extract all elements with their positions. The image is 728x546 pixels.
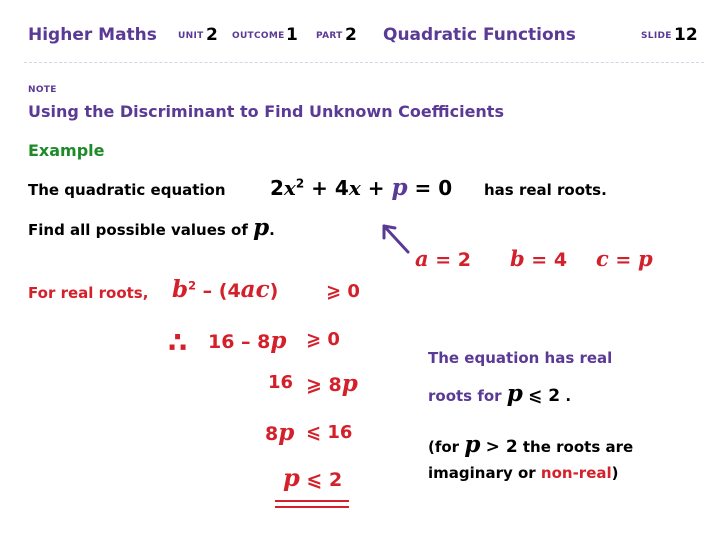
eq-plus-b: + 4	[304, 176, 349, 200]
conclusion-line4	[428, 464, 619, 482]
step3-ineq: ⩾ 8	[306, 374, 342, 396]
header-divider	[24, 62, 704, 63]
outcome-label: OUTCOME	[232, 31, 285, 41]
conclusion-line3-suffix: the roots are	[522, 438, 634, 456]
problem-line1-suffix: has real roots.	[484, 181, 607, 199]
final-inequality: ⩽ 2	[306, 469, 343, 491]
step2-constant: 16 – 8	[208, 331, 271, 353]
eq-coef-a: 2	[270, 176, 284, 200]
problem-line2-prefix: Find all possible values of	[28, 221, 248, 239]
part-value: 2	[345, 25, 357, 45]
problem-line2-p: p	[253, 214, 270, 241]
answer-underline-top	[275, 500, 349, 502]
quadratic-equation	[270, 174, 452, 201]
problem-line1-prefix: The quadratic equation	[28, 181, 226, 199]
eq-p: p	[391, 174, 408, 201]
conclusion-line3-prefix: (for	[428, 438, 460, 456]
conclusion-line2-prefix: roots for	[428, 387, 502, 405]
slide-number: 12	[674, 25, 698, 45]
eq-equals: = 0	[407, 176, 453, 200]
conclusion-line3-p: p	[464, 431, 481, 458]
eq-plus: +	[360, 176, 392, 200]
part-label: PART	[316, 31, 343, 41]
coef-b-var: b	[510, 246, 525, 271]
answer-underline-bottom	[275, 506, 349, 508]
coef-c	[596, 246, 653, 271]
conclusion-p: p	[506, 380, 523, 407]
coef-a-var: a	[415, 246, 429, 271]
conclusion-ineq: ⩽ 2	[528, 386, 561, 406]
disc-b-exponent: 2	[188, 278, 197, 293]
conclusion-line1: The equation has real	[428, 349, 613, 367]
note-title: Using the Discriminant to Find Unknown Coefficients	[28, 102, 504, 121]
conclusion-line2	[428, 380, 571, 407]
coef-a	[415, 246, 471, 271]
pointer-arrow-icon	[372, 218, 416, 258]
example-label: Example	[28, 141, 105, 160]
step2-lhs	[208, 327, 286, 354]
coef-b-value: = 4	[524, 249, 568, 271]
real-roots-label: For real roots,	[28, 284, 149, 302]
conclusion-line3	[428, 431, 633, 458]
problem-line2	[28, 214, 275, 241]
coef-c-equals: =	[608, 249, 638, 271]
coef-a-value: = 2	[428, 249, 471, 271]
coef-c-value: p	[637, 246, 653, 271]
step2-inequality: ⩾ 0	[306, 329, 340, 350]
therefore-symbol: ∴	[168, 326, 188, 359]
disc-minus: – (4	[196, 280, 241, 302]
slide-label: SLIDE	[641, 31, 672, 41]
step3-rhs	[306, 370, 358, 397]
discriminant-line	[172, 276, 278, 303]
step4-p: p	[278, 419, 295, 446]
eq-x: x	[283, 176, 296, 200]
non-real-term: non-real	[540, 464, 612, 482]
unit-label: UNIT	[178, 31, 204, 41]
course-title: Higher Maths	[28, 25, 157, 45]
note-label: NOTE	[28, 85, 57, 95]
coef-b	[510, 246, 567, 271]
topic-title: Quadratic Functions	[383, 25, 576, 45]
step4-lhs	[265, 419, 294, 446]
step4-coef: 8	[265, 423, 279, 445]
conclusion-dot: .	[565, 387, 572, 405]
unit-value: 2	[206, 25, 218, 45]
final-p: p	[283, 463, 300, 492]
eq-exponent: 2	[295, 176, 305, 191]
coef-c-var: c	[596, 246, 609, 271]
disc-ac: ac	[240, 276, 270, 303]
conclusion-line3-cond: > 2	[485, 437, 518, 457]
problem-line2-dot: .	[269, 221, 275, 239]
eq-x-linear: x	[348, 176, 361, 200]
conclusion-line4-prefix: imaginary or	[428, 464, 536, 482]
step3-lhs: 16	[268, 372, 294, 393]
step2-p: p	[270, 327, 287, 354]
step4-inequality: ⩽ 16	[306, 422, 353, 443]
step3-p: p	[341, 370, 358, 397]
outcome-value: 1	[286, 25, 298, 45]
disc-inequality: ⩾ 0	[326, 281, 360, 302]
conclusion-line4-close: )	[611, 464, 619, 482]
disc-b: b	[172, 276, 189, 303]
disc-close: )	[269, 280, 279, 302]
final-answer	[283, 463, 342, 492]
